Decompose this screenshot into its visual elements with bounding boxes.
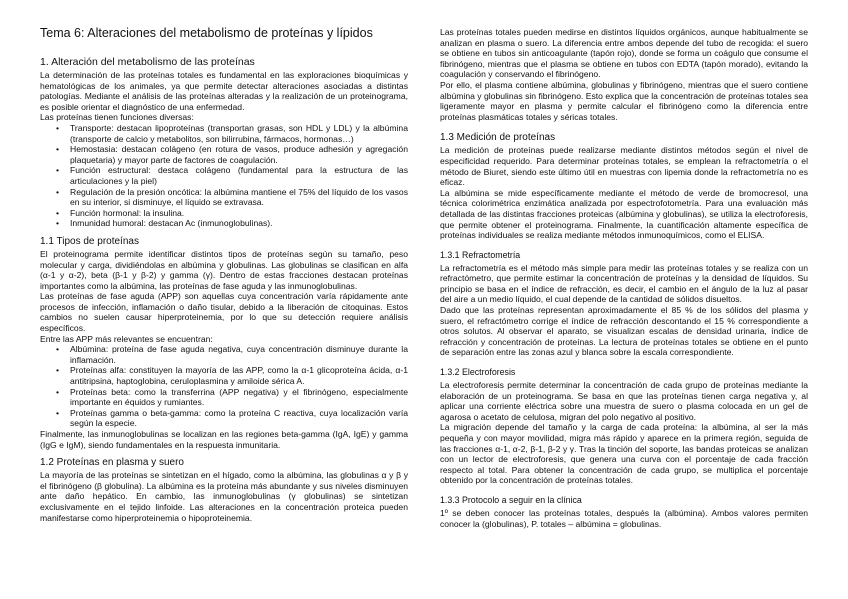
paragraph: La migración depende del tamaño y la carga de cada proteína: la albúmina, al ser la más pequeña y con mayor movilidad, migra más rápido y aparece en la primera región, seguida de las fracciones α-1, α-2, β-1, β-2 y γ. Tras la tinción del soporte, las bandas proteicas se analizan con un lector de electroforesis, que genera una curva con el porcentaje de cada fracción respecto al total. Para obtener la concentración de cada grupo, se multiplica el porcentaje obtenido por la concentración de proteínas totales. xyxy=(440,422,808,486)
paragraph: Las proteínas totales pueden medirse en distintos líquidos orgánicos, aunque habitualmente se analizan en plasma o suero. La diferencia entre ambos depende del tubo de recogida: el suero se obtiene en tubos sin anticoagulante (tapón rojo), donde se forma un coágulo que consume el fibrinógeno, mientras que el plasma se obtiene en tubos con EDTA (tapón morado), evitando la coagulación y conservando el fibrinógeno. xyxy=(440,27,808,80)
list-item: • Función hormonal: la insulina. xyxy=(70,208,408,219)
list-item: • Proteínas beta: como la transferrina (APP negativa) y el fibrinógeno, especialmente importante en équidos y rumiantes. xyxy=(70,387,408,408)
left-column xyxy=(40,26,408,523)
paragraph: Entre las APP más relevantes se encuentran: xyxy=(40,333,213,344)
functions-list xyxy=(40,123,408,229)
paragraph: Las proteínas tienen funciones diversas: xyxy=(40,112,194,123)
paragraph: La albúmina se mide específicamente mediante el método de verde de bromocresol, una técnica colorimétrica enzimática analizada por espectrofotometría. Para una evaluación más detallada de las distintas fracciones proteicas (albúmina y globulinas), se utiliza la electroforesis, que permite obtener el proteinograma. Finalmente, la cuantificación altamente específica de proteínas individuales se realiza mediante métodos inmunoquímicos, como el ELISA. xyxy=(440,187,808,241)
paragraph: Las proteínas de fase aguda (APP) son aquellas cuya concentración varía rápidamente ante procesos de infección, inflamación o daño tisular, debido a la liberación de citoquinas. Estos cambios no suelen causar hiperproteinemia, por lo que su detección requiere análisis específicos. xyxy=(40,291,408,334)
section-heading-1-2: 1.2 Proteínas en plasma y suero xyxy=(40,457,184,469)
list-item: • Albúmina: proteína de fase aguda negativa, cuya concentración disminuye durante la inflamación. xyxy=(70,344,408,365)
section-heading-1-3: 1.3 Medición de proteínas xyxy=(440,132,556,144)
list-item: • Hemostasia: destacan colágeno (en rotura de vasos, produce adhesión y agregación plaquetaria) y mayor parte de factores de coagulación. xyxy=(70,144,408,165)
app-list xyxy=(40,344,408,429)
paragraph: La refractometría es el método más simple para medir las proteínas totales y se realiza con un refractómetro, que permite estimar la concentración de proteínas y la densidad de líquidos. Su principio se basa en el índice de refracción, es decir, el cambio en el ángulo de la luz al pasar del aire a un medio líquido, el cual depende de la cantidad de sólidos disueltos. xyxy=(440,262,808,305)
list-item: • Transporte: destacan lipoproteínas (transportan grasas, son HDL y LDL) y la albúmina (transporte de calcio y metabolitos, son bilirrubina, fármacos, hormonas…) xyxy=(70,123,408,144)
section-heading-1-3-3: 1.3.3 Protocolo a seguir en la clínica xyxy=(440,494,582,505)
section-heading-1-3-2: 1.3.2 Electroforesis xyxy=(440,367,516,378)
list-item: • Proteínas alfa: constituyen la mayoría de las APP, como la α-1 glicoproteína ácida, α-1 antitripsina, haptoglobina, ceruloplasmina y amiloide sérica A. xyxy=(70,365,408,386)
section-heading-1-3-1: 1.3.1 Refractometría xyxy=(440,249,521,260)
paragraph: Finalmente, las inmunoglobulinas se localizan en las regiones beta-gamma (IgA, IgE) y gamma (IgG e IgM), siendo fundamentales en la respuesta inmunitaria. xyxy=(40,429,408,450)
list-item: • Proteínas gamma o beta-gamma: como la proteína C reactiva, cuya localización varía según la especie. xyxy=(70,408,408,429)
paragraph: La electroforesis permite determinar la concentración de cada grupo de proteínas mediante la elaboración de un proteinograma. Se basa en que las proteínas tienen carga negativa y, al aplicar una corriente eléctrica sobre una muestra de suero o plasma colocada en un gel de agarosa o acetato de celulosa, migran del polo negativo al positivo. xyxy=(440,380,808,422)
paragraph: Por ello, el plasma contiene albúmina, globulinas y fibrinógeno, mientras que el suero contiene albúmina y globulinas sin fibrinógeno. Esto explica que la concentración de proteínas totales sea ligeramente mayor en plasma y permite calcular el fibrinógeno como la diferencia entre proteínas plasmáticas totales y séricas totales. xyxy=(440,79,808,122)
paragraph: Dado que las proteínas representan aproximadamente el 85 % de los sólidos del plasma y suero, el refractómetro corrige el índice de refracción descontando el 15 % correspondiente a otros solutos. Al observar el aparato, se visualizan escalas de densidad urinaria, índice de refracción y concentración de proteínas. La lectura de proteínas totales se obtiene en el punto de separación entre las zonas azul y blanca sobre la escala correspondiente. xyxy=(440,305,808,358)
paragraph: El proteinograma permite identificar distintos tipos de proteínas según su tamaño, peso molecular y carga, dividiéndolas en albúmina y globulinas. Las globulinas se clasifican en alfa (α-1 y α-2), beta (β-1 y β-2) y gamma (γ). Dentro de estas fracciones destacan proteínas importantes como la albúmina, las proteínas de fase aguda y las inmunoglobulinas. xyxy=(40,248,408,291)
paragraph: La mayoría de las proteínas se sintetizan en el hígado, como la albúmina, las globulinas α y β y el fibrinógeno (β globulina). La albúmina es la proteína más abundante y sus niveles disminuyen ante daño hepático. En cambio, las inmunoglobulinas (γ globulinas) se sintetizan exclusivamente en el tejido linfoide. Las alteraciones en la concentración proteica pueden manifestarse como hiperproteinemia o hipoproteinemia. xyxy=(40,470,408,523)
section-heading-1: 1. Alteración del metabolismo de las proteínas xyxy=(40,56,255,68)
list-item: • Función estructural: destaca colágeno (fundamental para la estructura de las articulaciones y la piel) xyxy=(70,165,408,186)
paragraph: La determinación de las proteínas totales es fundamental en las exploraciones bioquímicas y hematológicas de los animales, ya que permite detectar alteraciones asociadas a distintas patologías. Mediante el análisis de las proteínas alteradas y la realización de un proteinograma, es posible orientar el diagnóstico de una enfermedad. xyxy=(40,70,408,112)
paragraph: La medición de proteínas puede realizarse mediante distintos métodos según el nivel de especificidad requerido. Para determinar proteínas totales, se emplean la refractometría o el método de Biuret, siendo este último útil en muestras con lipemia donde la refractometría no es eficaz. xyxy=(440,145,808,188)
list-item: • Regulación de la presión oncótica: la albúmina mantiene el 75% del líquido de los vasos en su interior, si disminuye, el líquido se extravasa. xyxy=(70,187,408,208)
paragraph: 1º se deben conocer las proteínas totales, después la (albúmina). Ambos valores permiten conocer la (globulinas), P. totales – albúmina = globulinas. xyxy=(440,507,808,529)
right-column xyxy=(440,27,808,529)
list-item: • Inmunidad humoral: destacan Ac (inmunoglobulinas). xyxy=(70,218,408,229)
page-title: Tema 6: Alteraciones del metabolismo de proteínas y lípidos xyxy=(40,26,373,40)
section-heading-1-1: 1.1 Tipos de proteínas xyxy=(40,235,139,247)
